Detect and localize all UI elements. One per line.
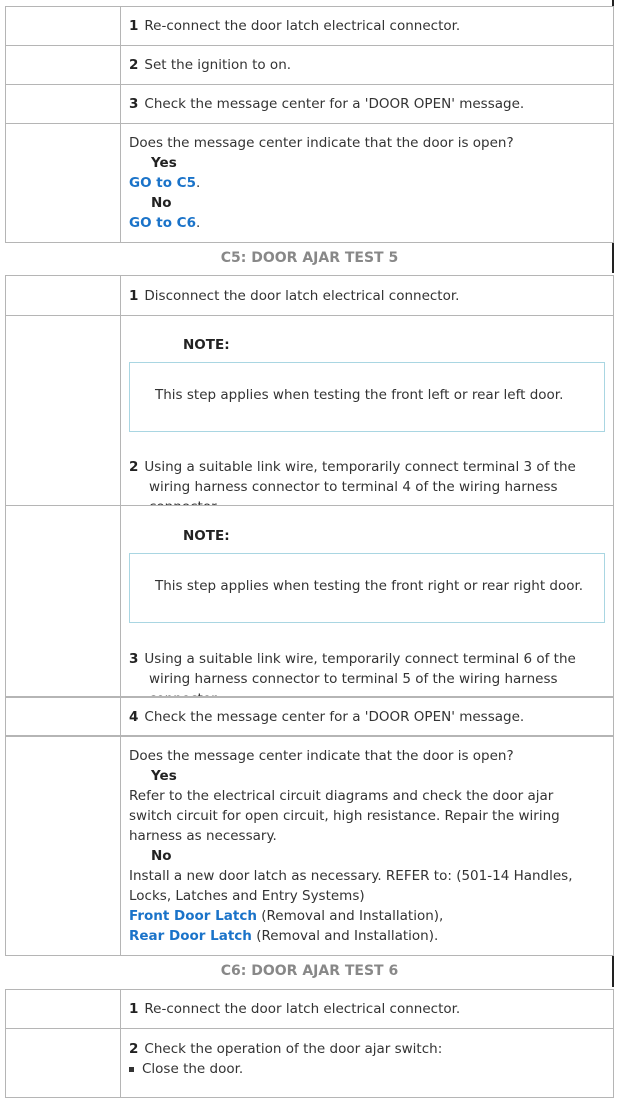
go-to-c5[interactable]: GO to C5. bbox=[129, 175, 201, 191]
note-box bbox=[129, 553, 605, 623]
note-text: This step applies when testing the front left or rear left door. bbox=[155, 387, 564, 403]
empty-cell bbox=[6, 276, 121, 315]
rear-door-latch-line: Rear Door Latch (Removal and Installation). bbox=[129, 928, 439, 944]
go-to-c6-link[interactable]: GO to C6 bbox=[129, 215, 196, 231]
table-row bbox=[5, 989, 614, 1029]
empty-cell bbox=[6, 124, 121, 242]
question-text: Does the message center indicate that the door is open? bbox=[129, 135, 514, 151]
section-heading-c5: C5: DOOR AJAR TEST 5 bbox=[220, 250, 399, 266]
step-2: 2 Check the operation of the door ajar switch: bbox=[129, 1041, 443, 1057]
question-text: Does the message center indicate that the door is open? bbox=[129, 748, 514, 764]
step-3: 3 Using a suitable link wire, temporarily connect terminal 6 of the wiring harness connector to terminal 5 of the wiring harness bbox=[129, 651, 576, 687]
front-door-latch-line: Front Door Latch (Removal and Installation), bbox=[129, 908, 444, 924]
table-row bbox=[5, 315, 614, 506]
empty-cell bbox=[6, 737, 121, 955]
empty-cell bbox=[6, 7, 121, 45]
table-row bbox=[5, 84, 614, 124]
yes-text: Refer to the electrical circuit diagrams and check the door ajar switch circuit for open circuit, high resistance. Repair the wiring harness as necessary. bbox=[129, 788, 560, 844]
no-label: No bbox=[151, 195, 172, 211]
go-to-c5-link[interactable]: GO to C5 bbox=[129, 175, 196, 191]
step-2: 2 Set the ignition to on. bbox=[129, 57, 292, 73]
go-to-c6[interactable]: GO to C6. bbox=[129, 215, 201, 231]
table-row bbox=[5, 275, 614, 316]
table-row bbox=[5, 45, 614, 85]
step-1: 1 Re-connect the door latch electrical connector. bbox=[129, 1001, 461, 1017]
table-row bbox=[5, 1028, 614, 1098]
table-row bbox=[5, 505, 614, 697]
empty-cell bbox=[6, 990, 121, 1028]
rear-door-latch-link[interactable]: Rear Door Latch bbox=[129, 928, 252, 944]
yes-label: Yes bbox=[151, 768, 177, 784]
empty-cell bbox=[6, 1029, 121, 1097]
empty-cell bbox=[6, 46, 121, 84]
no-text: Install a new door latch as necessary. REFER to: (501-14 Handles, Locks, Latches and Entry Systems) bbox=[129, 868, 573, 904]
no-label: No bbox=[151, 848, 172, 864]
table-row bbox=[5, 736, 614, 956]
table-row bbox=[5, 696, 614, 737]
empty-cell bbox=[6, 506, 121, 696]
note-box bbox=[129, 362, 605, 432]
step-4: 4 Check the message center for a 'DOOR OPEN' message. bbox=[129, 709, 525, 725]
step-2: 2 Using a suitable link wire, temporarily connect terminal 3 of the wiring harness connector to terminal 4 of the wiring harness bbox=[129, 459, 576, 495]
note-text: This step applies when testing the front right or rear right door. bbox=[155, 578, 584, 594]
note-label: NOTE: bbox=[183, 528, 230, 544]
front-door-latch-link[interactable]: Front Door Latch bbox=[129, 908, 257, 924]
empty-cell bbox=[6, 316, 121, 505]
table-row bbox=[5, 6, 614, 46]
step-1: 1 Disconnect the door latch electrical connector. bbox=[129, 288, 460, 304]
empty-cell bbox=[6, 698, 121, 735]
bullet-item: Close the door. bbox=[129, 1059, 243, 1079]
note-label: NOTE: bbox=[183, 337, 230, 353]
section-heading-c6: C6: DOOR AJAR TEST 6 bbox=[220, 963, 399, 979]
step-1: 1 Re-connect the door latch electrical connector. bbox=[129, 18, 461, 34]
empty-cell bbox=[6, 85, 121, 123]
yes-label: Yes bbox=[151, 155, 177, 171]
step-3: 3 Check the message center for a 'DOOR OPEN' message. bbox=[129, 96, 525, 112]
table-row bbox=[5, 123, 614, 243]
bullet-icon bbox=[129, 1067, 134, 1072]
